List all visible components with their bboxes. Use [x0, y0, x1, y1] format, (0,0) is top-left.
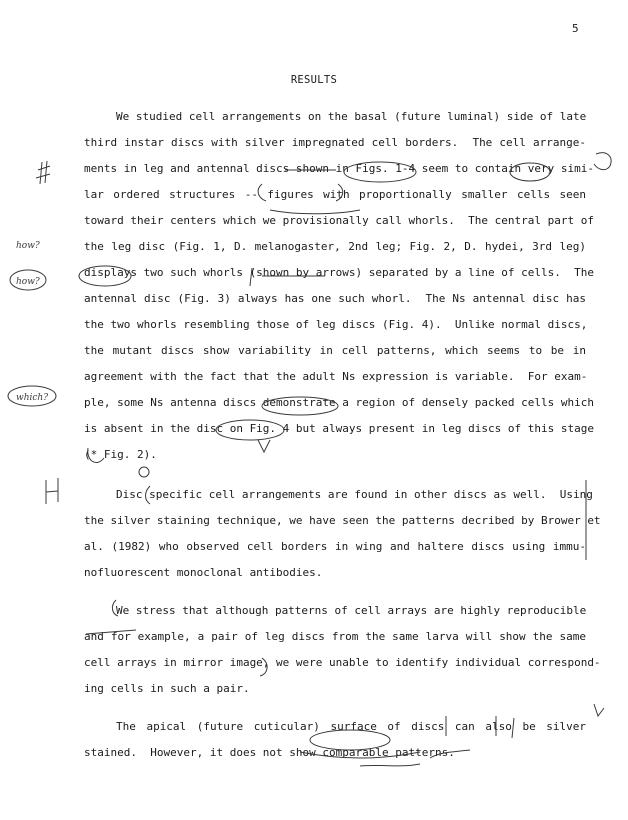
caret-mark	[594, 704, 604, 716]
text-line: (* Fig. 2).	[84, 448, 157, 461]
circle-mark	[8, 386, 56, 406]
margin-note-1: how?	[16, 277, 40, 287]
section-title: RESULTS	[290, 74, 338, 86]
text-line: The apical (future cuticular) surface of discs can also be silver	[116, 720, 586, 733]
text-line: ments in leg and antennal discs shown in Figs. 1-4 seem to contain very simi-	[84, 162, 594, 175]
text-line: nofluorescent monoclonal antibodies.	[84, 566, 323, 579]
text-line: displays two such whorls (shown by arrows) separated by a line of cells. The	[84, 266, 594, 279]
page-number: 5	[572, 22, 579, 35]
margin-bracket-mark	[594, 153, 611, 170]
margin-h-mark	[46, 478, 58, 504]
margin-hash-mark	[36, 161, 50, 184]
text-line: the silver staining technique, we have seen the patterns decribed by Brower et	[84, 514, 601, 527]
margin-note-3: which?	[16, 393, 49, 403]
text-line: lar ordered structures -- figures with proportionally smaller cells seen	[84, 188, 586, 201]
circle-mark	[10, 270, 46, 290]
text-line: We studied cell arrangements on the basal (future luminal) side of late	[116, 110, 587, 123]
text-line: toward their centers which we provisionally call whorls. The central part of	[84, 214, 594, 227]
text-line: Disc specific cell arrangements are found in other discs as well. Using	[116, 488, 593, 501]
text-line: agreement with the fact that the adult Ns expression is variable. For exam-	[84, 370, 588, 383]
text-line: the two whorls resembling those of leg discs (Fig. 4). Unlike normal discs,	[84, 318, 588, 331]
circle-mark	[139, 467, 149, 477]
text-line: the leg disc (Fig. 1, D. melanogaster, 2nd leg; Fig. 2, D. hydei, 3rd leg)	[84, 240, 586, 253]
margin-note-2: how?	[16, 241, 40, 251]
text-line: ing cells in such a pair.	[84, 682, 250, 695]
text-line: ple, some Ns antenna discs demonstrate a region of densely packed cells which	[84, 396, 594, 409]
text-line: is absent in the disc on Fig. 4 but always present in leg discs of this stage	[84, 422, 594, 435]
text-line: stained. However, it does not show comparable patterns.	[84, 746, 455, 759]
text-line: We stress that although patterns of cell arrays are highly reproducible	[116, 604, 587, 617]
text-line: and for example, a pair of leg discs from the same larva will show the same	[84, 630, 586, 643]
text-line: the mutant discs show variability in cell patterns, which seems to be in	[84, 344, 586, 357]
text-line: third instar discs with silver impregnated cell borders. The cell arrange-	[84, 136, 586, 149]
text-line: al. (1982) who observed cell borders in wing and haltere discs using immu-	[84, 540, 586, 553]
text-line: cell arrays in mirror image, we were unable to identify individual correspond-	[84, 656, 601, 669]
text-line: antennal disc (Fig. 3) always has one such whorl. The Ns antennal disc has	[84, 292, 586, 305]
